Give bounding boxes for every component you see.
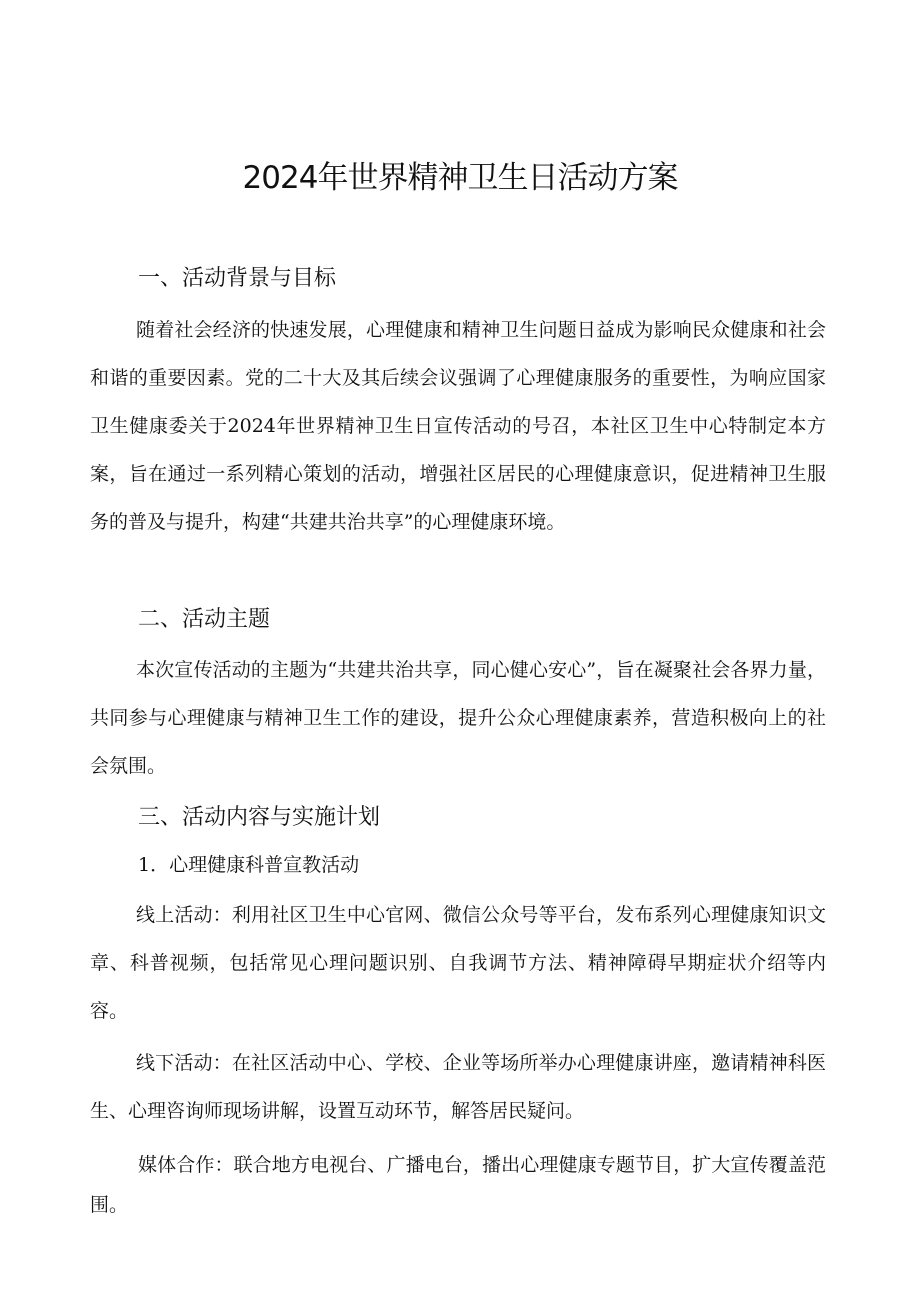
section-heading-theme: 二、活动主题 <box>138 607 271 632</box>
paragraph-offline-activity: 线下活动：在社区活动中心、学校、企业等场所举办心理健康讲座，邀请精神科医生、心理咨询师现场讲解，设置互动环节，解答居民疑问。 <box>90 1052 826 1122</box>
paragraph-media-cooperation: 媒体合作：联合地方电视台、广播电台，播出心理健康专题节目，扩大宣传覆盖范围。 <box>90 1154 826 1216</box>
paragraph-background: 随着社会经济的快速发展，心理健康和精神卫生问题日益成为影响民众健康和社会和谐的重要因素。党的二十大及其后续会议强调了心理健康服务的重要性，为响应国家卫生健康委关于2024年世界精神卫生日宣传活动的号召，本社区卫生中心特制定本方案，旨在通过一系列精心策划的活动，增强社区居民的心理健康意识，促进精神卫生服务的普及与提升，构建“共建共治共享”的心理健康环境。 <box>90 319 826 533</box>
paragraph-online-activity: 线上活动：利用社区卫生中心官网、微信公众号等平台，发布系列心理健康知识文章、科普视频，包括常见心理问题识别、自我调节方法、精神障碍早期症状介绍等内容。 <box>90 904 826 1022</box>
paragraph-theme: 本次宣传活动的主题为“共建共治共享，同心健心安心”，旨在凝聚社会各界力量，共同参与心理健康与精神卫生工作的建设，提升公众心理健康素养，营造积极向上的社会氛围。 <box>90 659 826 777</box>
document-title: 2024年世界精神卫生日活动方案 <box>242 160 678 196</box>
section-heading-background: 一、活动背景与目标 <box>138 266 337 291</box>
section-heading-plan: 三、活动内容与实施计划 <box>138 805 381 830</box>
subheading-science-education: 1．心理健康科普宣教活动 <box>138 854 360 876</box>
